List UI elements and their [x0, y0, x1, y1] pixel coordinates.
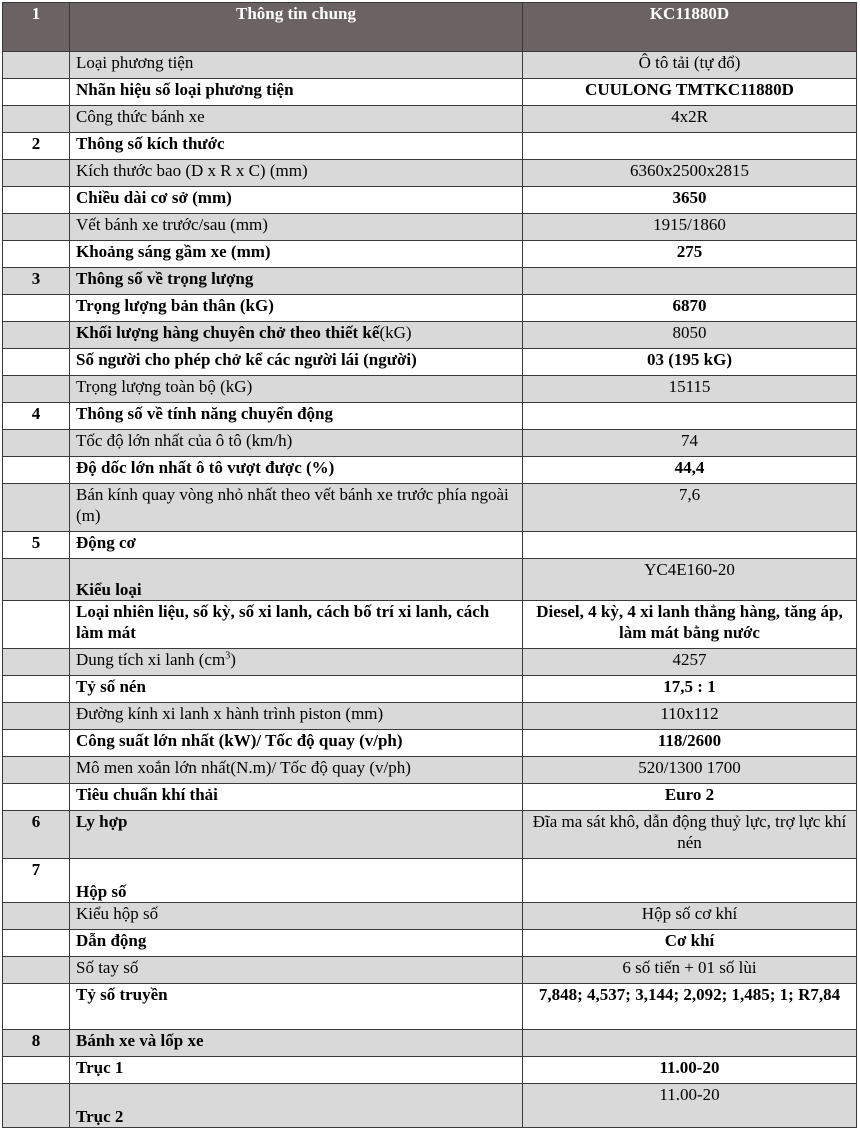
row-label: Độ dốc lớn nhất ô tô vượt được (%) — [70, 457, 523, 484]
row-value: Ô tô tải (tự đổ) — [523, 52, 857, 79]
table-row — [3, 187, 857, 214]
table-row — [3, 376, 857, 403]
table-row — [3, 430, 857, 457]
row-value: 03 (195 kG) — [523, 349, 857, 376]
row-value: 74 — [523, 430, 857, 457]
header-title: Thông tin chung — [70, 3, 523, 52]
table-row — [3, 1084, 857, 1128]
section-number: 7 — [3, 859, 70, 903]
section-title: Thông số về tính năng chuyển động — [70, 403, 523, 430]
table-row — [3, 106, 857, 133]
header-model: KC11880D — [523, 3, 857, 52]
row-value: Euro 2 — [523, 784, 857, 811]
section-title: Ly hợp — [70, 811, 523, 859]
table-row — [3, 484, 857, 532]
section-title: Động cơ — [70, 532, 523, 559]
row-label: Số người cho phép chở kể các người lái (người) — [70, 349, 523, 376]
row-value: 8050 — [523, 322, 857, 349]
table-row — [3, 322, 857, 349]
table-row — [3, 52, 857, 79]
row-label: Vết bánh xe trước/sau (mm) — [70, 214, 523, 241]
section-title: Bánh xe và lốp xe — [70, 1030, 523, 1057]
table-row — [3, 1057, 857, 1084]
row-label: Bán kính quay vòng nhỏ nhất theo vết bánh xe trước phía ngoài (m) — [70, 484, 523, 532]
section-row — [3, 268, 857, 295]
section-number: 8 — [3, 1030, 70, 1057]
row-label: Đường kính xi lanh x hành trình piston (mm) — [70, 703, 523, 730]
row-label — [70, 322, 523, 349]
row-value: 11.00-20 — [523, 1084, 857, 1128]
row-label: Tỷ số nén — [70, 676, 523, 703]
table-row — [3, 984, 857, 1030]
table-row — [3, 676, 857, 703]
row-label-bold: Khối lượng hàng chuyên chở theo thiết kế — [76, 323, 380, 342]
table-row — [3, 757, 857, 784]
table-row — [3, 930, 857, 957]
row-value: 118/2600 — [523, 730, 857, 757]
section-row — [3, 133, 857, 160]
table-row — [3, 601, 857, 649]
table-row — [3, 957, 857, 984]
row-label: Kích thước bao (D x R x C) (mm) — [70, 160, 523, 187]
row-label: Công suất lớn nhất (kW)/ Tốc độ quay (v/ph) — [70, 730, 523, 757]
row-label: Tỷ số truyền — [70, 984, 523, 1030]
table-row — [3, 703, 857, 730]
section-row — [3, 403, 857, 430]
row-label: Loại nhiên liệu, số kỳ, số xi lanh, cách bố trí xi lanh, cách làm mát — [70, 601, 523, 649]
row-value: 7,6 — [523, 484, 857, 532]
section-number: 3 — [3, 268, 70, 295]
row-value: 6360x2500x2815 — [523, 160, 857, 187]
section-number: 6 — [3, 811, 70, 859]
row-label-unit: (kG) — [379, 323, 412, 342]
table-row — [3, 730, 857, 757]
row-value: Hộp số cơ khí — [523, 903, 857, 930]
row-label: Trọng lượng bản thân (kG) — [70, 295, 523, 322]
row-label: Số tay số — [70, 957, 523, 984]
table-row — [3, 784, 857, 811]
row-value: 4257 — [523, 649, 857, 676]
table-row — [3, 214, 857, 241]
row-label: Khoảng sáng gầm xe (mm) — [70, 241, 523, 268]
row-value: Cơ khí — [523, 930, 857, 957]
table-header — [3, 3, 857, 52]
row-label: Kiểu hộp số — [70, 903, 523, 930]
table-row — [3, 559, 857, 601]
row-value: YC4E160-20 — [523, 559, 857, 601]
section-number: 2 — [3, 133, 70, 160]
row-label — [70, 649, 523, 676]
row-label-superscript: 3 — [225, 650, 231, 662]
table-row — [3, 160, 857, 187]
row-value: 11.00-20 — [523, 1057, 857, 1084]
section-row — [3, 532, 857, 559]
table-row — [3, 349, 857, 376]
row-label: Trọng lượng toàn bộ (kG) — [70, 376, 523, 403]
spec-table — [2, 2, 857, 1128]
row-label: Trục 2 — [70, 1084, 523, 1128]
row-label: Loại phương tiện — [70, 52, 523, 79]
row-value: 7,848; 4,537; 3,144; 2,092; 1,485; 1; R7,84 — [523, 984, 857, 1030]
table-row — [3, 241, 857, 268]
table-row — [3, 295, 857, 322]
row-label: Tiêu chuẩn khí thải — [70, 784, 523, 811]
row-label: Trục 1 — [70, 1057, 523, 1084]
section-number: 5 — [3, 532, 70, 559]
row-value: CUULONG TMTKC11880D — [523, 79, 857, 106]
table-row — [3, 457, 857, 484]
section-row — [3, 859, 857, 903]
row-label: Mô men xoắn lớn nhất(N.m)/ Tốc độ quay (v/ph) — [70, 757, 523, 784]
row-value: 520/1300 1700 — [523, 757, 857, 784]
row-label-end: ) — [230, 650, 236, 669]
section-title: Hộp số — [70, 859, 523, 903]
table-row — [3, 903, 857, 930]
table-row — [3, 649, 857, 676]
header-number: 1 — [3, 3, 70, 52]
section-title: Thông số về trọng lượng — [70, 268, 523, 295]
table-row — [3, 79, 857, 106]
row-label: Nhãn hiệu số loại phương tiện — [70, 79, 523, 106]
row-value: 1915/1860 — [523, 214, 857, 241]
row-value: 44,4 — [523, 457, 857, 484]
row-value: 110x112 — [523, 703, 857, 730]
row-value: 15115 — [523, 376, 857, 403]
section-row — [3, 811, 857, 859]
row-value: 17,5 : 1 — [523, 676, 857, 703]
section-title: Thông số kích thước — [70, 133, 523, 160]
row-value: 4x2R — [523, 106, 857, 133]
section-row — [3, 1030, 857, 1057]
row-label-text: Dung tích xi lanh (cm — [76, 650, 226, 669]
row-label: Chiều dài cơ sở (mm) — [70, 187, 523, 214]
row-value: Đĩa ma sát khô, dẫn động thuỷ lực, trợ lực khí nén — [523, 811, 857, 859]
row-value: Diesel, 4 kỳ, 4 xi lanh thẳng hàng, tăng áp, làm mát bằng nước — [523, 601, 857, 649]
row-label: Tốc độ lớn nhất của ô tô (km/h) — [70, 430, 523, 457]
section-number: 4 — [3, 403, 70, 430]
row-value: 6870 — [523, 295, 857, 322]
row-value: 275 — [523, 241, 857, 268]
row-label: Kiểu loại — [70, 559, 523, 601]
row-value: 3650 — [523, 187, 857, 214]
row-label: Công thức bánh xe — [70, 106, 523, 133]
row-value: 6 số tiến + 01 số lùi — [523, 957, 857, 984]
row-label: Dẫn động — [70, 930, 523, 957]
